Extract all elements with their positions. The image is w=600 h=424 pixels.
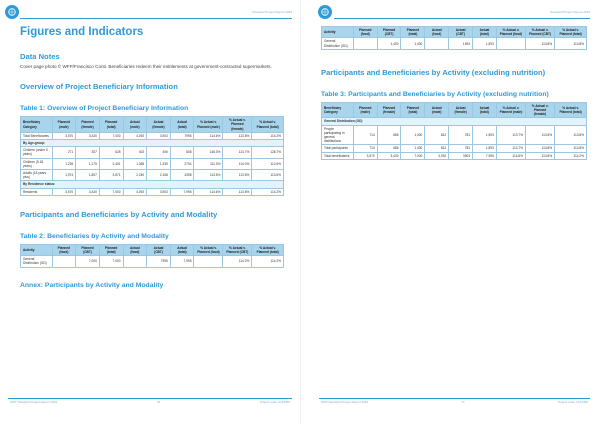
table-cell: 271 [52, 147, 76, 158]
table-cell: 7,000 [99, 132, 123, 139]
page-title: Figures and Indicators [20, 26, 144, 38]
table-cell: 1593 [449, 38, 473, 49]
table-cell: 114.2% [252, 132, 284, 139]
table-header: Planned (CBT) [377, 27, 401, 38]
table1-header: Actual (total) [170, 117, 194, 133]
footer-left-text: WFP Standard Project Report 2024 [321, 400, 369, 404]
table-row [21, 147, 284, 158]
table-cell: 112.6% [252, 158, 284, 169]
table-cell: 7995 [147, 256, 171, 267]
table1-header: Planned (total) [99, 117, 123, 133]
table-cell: 114.6% [496, 152, 525, 159]
table3-header-row [322, 102, 587, 118]
right-content [321, 26, 587, 160]
table-cell: 7,000 [99, 256, 123, 267]
table-row [322, 125, 587, 145]
table3-header: Beneficiary Category [322, 102, 354, 118]
table-cell: 3,430 [76, 132, 100, 139]
table-cell: 113.8% [223, 132, 252, 139]
table-cell: 3,430 [377, 152, 401, 159]
table-cell: Residents [21, 188, 53, 195]
table3-header: Planned (female) [377, 102, 401, 118]
table-cell: 1,593 [473, 38, 497, 49]
table-header: Activity [322, 27, 354, 38]
table-row [322, 152, 587, 159]
footer-left-text: WFP Standard Project Report 2024 [10, 400, 58, 404]
table-cell: 714 [353, 125, 377, 145]
table-cell: General Distribution (GD) [322, 38, 354, 49]
table-cell: 3,903 [147, 132, 171, 139]
table3-header: Planned (total) [401, 102, 425, 118]
table-cell [194, 256, 223, 267]
table1-header: Actual (male) [123, 117, 147, 133]
table-row [21, 256, 284, 267]
table-cell: 2,240 [123, 170, 147, 181]
table1-header: % Actual v. Planned (total) [252, 117, 284, 133]
table2-header: % Actual v. Planned (CBT) [223, 244, 252, 255]
table-cell [52, 256, 76, 267]
table-header: Planned (food) [353, 27, 377, 38]
table-cell: 7995 [170, 132, 194, 139]
table-cell: 1,226 [52, 158, 76, 169]
table3-title: Table 3: Participants and Beneficiaries by Activity (excluding nutrition) [321, 90, 549, 98]
table-row [21, 170, 284, 181]
table-cell: 357 [76, 147, 100, 158]
annex-heading: Annex: Participants by Activity and Modality [20, 281, 164, 289]
table-cell: 113.7% [496, 125, 525, 145]
footer-right-text: Project code: 0123456 [259, 400, 290, 404]
footer-rule [319, 398, 590, 399]
table-cell: 113.8% [526, 152, 555, 159]
table-cell: 1,339 [147, 158, 171, 169]
wfp-logo-icon [5, 5, 19, 19]
table-cell: 3,903 [147, 188, 171, 195]
table-cell [123, 256, 147, 267]
table-cell: 113.8% [223, 188, 252, 195]
table-cell: 4,092 [123, 132, 147, 139]
table-cell: 1,593 [473, 145, 497, 152]
table1-header: % Actual v. Planned (male) [194, 117, 223, 133]
running-header: Standard Project Report 2024 [550, 10, 590, 14]
table-cell: 3,430 [76, 188, 100, 195]
table-header: Actual (food) [425, 27, 449, 38]
table-header: % Actual v. Planned (CBT) [526, 27, 555, 38]
table2-header: % Actual v. Planned (total) [252, 244, 284, 255]
table-cell: 4,092 [425, 152, 449, 159]
table-cell: 2,401 [99, 158, 123, 169]
table-cell: 113.8% [555, 145, 587, 152]
table3-header: Actual (total) [473, 102, 497, 118]
table-cell: 1,400 [377, 38, 401, 49]
table1 [20, 116, 284, 196]
table-row [322, 38, 587, 49]
table-cell: Children (under 5 years) [21, 147, 53, 158]
table3-header: Actual (male) [425, 102, 449, 118]
age-group-label: By Age-group: [21, 140, 284, 147]
table-cell: 2,158 [147, 170, 171, 181]
table-cell: 111.3% [194, 158, 223, 169]
header-rule [20, 18, 292, 19]
table-group-row [322, 118, 587, 125]
table-header: % Actual v. Planned (food) [496, 27, 525, 38]
table-cell [353, 38, 377, 49]
table-cell: 3,871 [99, 170, 123, 181]
table-cell: Children (5-18 years) [21, 158, 53, 169]
table-cell: 114.2% [252, 188, 284, 195]
table2-title: Table 2: Beneficiaries by Activity and Modality [20, 232, 169, 240]
table3-header: % Actual v. Planned (total) [555, 102, 587, 118]
table-cell: 113.8% [555, 38, 587, 49]
residence-label: By Residence status: [21, 181, 284, 188]
table-cell: Adults (18 years plus) [21, 170, 53, 181]
table-cell [425, 38, 449, 49]
footer-right-text: Project code: 0123456 [557, 400, 588, 404]
table-header: % Actual v. Planned (total) [555, 27, 587, 38]
table-row [322, 145, 587, 152]
table3-header: % Actual v. Planned (female) [526, 102, 555, 118]
table-cell: 3,570 [52, 188, 76, 195]
table-cell: 4,092 [123, 188, 147, 195]
table-cell: 113.7% [496, 145, 525, 152]
table-cell: 7,000 [76, 256, 100, 267]
table-cell: 808 [170, 147, 194, 158]
table-group-row [21, 140, 284, 147]
gd-group-label: General Distribution (GD) [322, 118, 587, 125]
table-cell: 3903 [449, 152, 473, 159]
table-cell: 406 [147, 147, 171, 158]
table-cell: 113.8% [526, 125, 555, 145]
table-cell: 2704 [170, 158, 194, 169]
data-notes-text: Cover page photo © WFP/Francisco Conti. Beneficiaries redeem their entitlements at government-contracted supermarkets. [20, 64, 272, 69]
excl-nutrition-heading: Participants and Beneficiaries by Activity (excluding nutrition) [321, 67, 546, 77]
table-cell: 7,000 [99, 188, 123, 195]
table-cell: 1,897 [76, 170, 100, 181]
table-cell: 114.6% [194, 132, 223, 139]
wfp-logo-icon [318, 5, 332, 19]
table-cell: 113.6% [252, 170, 284, 181]
table-cell: 7,995 [170, 256, 194, 267]
table-cell: 1,400 [401, 145, 425, 152]
table-row [21, 158, 284, 169]
table2 [20, 244, 284, 268]
table-cell: 686 [377, 145, 401, 152]
table-header: Actual (CBT) [449, 27, 473, 38]
table-cell: 113.7% [223, 147, 252, 158]
table-cell: 1,593 [473, 125, 497, 145]
table-cell: 781 [449, 125, 473, 145]
table-cell: 114.2% [252, 256, 284, 267]
table2-header: % Actual v. Planned (food) [194, 244, 223, 255]
table-cell: 7,995 [170, 188, 194, 195]
table-cell: 7,995 [473, 152, 497, 159]
right-page [300, 0, 600, 424]
table3-header: % Actual v. Planned (male) [496, 102, 525, 118]
table-cell: 113.8% [526, 38, 555, 49]
table-cell: 113.5% [194, 170, 223, 181]
table2-header: Planned (food) [52, 244, 76, 255]
table2-header-row [21, 244, 284, 255]
table-cell: 7,000 [401, 152, 425, 159]
table-cell: 1,974 [52, 170, 76, 181]
header-rule [334, 18, 590, 19]
table-cell: 1,365 [123, 158, 147, 169]
table2-header: Planned (total) [99, 244, 123, 255]
table-cell: Total participants [322, 145, 354, 152]
table-cell: Total Beneficiaries [21, 132, 53, 139]
table1-header: Planned (female) [76, 117, 100, 133]
table-cell: 128.7% [252, 147, 284, 158]
table3-header: Actual (female) [449, 102, 473, 118]
table-cell: 402 [123, 147, 147, 158]
table3-header: Planned (male) [353, 102, 377, 118]
table-cell: 781 [449, 145, 473, 152]
footer [10, 400, 290, 404]
table-cell: General Distribution (GD) [21, 256, 53, 267]
table1-title: Table 1: Overview of Project Beneficiary Information [20, 105, 189, 113]
table-cell [496, 38, 525, 49]
table-cell: 1,400 [401, 125, 425, 145]
table-cell: 114.0% [223, 158, 252, 169]
table-row [21, 132, 284, 139]
table-group-row [21, 181, 284, 188]
table-cell: 114.2% [555, 152, 587, 159]
table1-header: Planned (male) [52, 117, 76, 133]
table-cell: Total beneficiaries [322, 152, 354, 159]
table-cell: 628 [99, 147, 123, 158]
table-cell: 714 [353, 145, 377, 152]
table-cell: People participating in general distributions [322, 125, 354, 145]
running-header: Standard Project Report 2024 [252, 10, 292, 14]
left-content [20, 26, 284, 289]
table-cell: 812 [425, 145, 449, 152]
table-cell: 4398 [170, 170, 194, 181]
overview-heading: Overview of Project Beneficiary Information [20, 82, 178, 92]
table-cell: 812 [425, 125, 449, 145]
table1-header: Actual (female) [147, 117, 171, 133]
table-cell: 113.8% [555, 125, 587, 145]
page-number: 16 [156, 400, 161, 404]
table3 [321, 102, 587, 160]
table2-continued [321, 26, 587, 50]
table2-header: Actual (food) [123, 244, 147, 255]
table-cell: 686 [377, 125, 401, 145]
table2-header: Activity [21, 244, 53, 255]
table1-header: % Actual v. Planned (female) [223, 117, 252, 133]
table-cell: 1,400 [401, 38, 425, 49]
activity-modality-heading: Participants and Beneficiaries by Activity and Modality [20, 209, 218, 219]
footer-rule [8, 398, 292, 399]
footer [321, 400, 588, 404]
table-cell: 148.3% [194, 147, 223, 158]
table1-header: Beneficiary Category [21, 117, 53, 133]
table-header: Planned (total) [401, 27, 425, 38]
table-header: Actual (total) [473, 27, 497, 38]
table-header-row [322, 27, 587, 38]
table-cell: 113.8% [526, 145, 555, 152]
table-row [21, 188, 284, 195]
page-number: 17 [461, 400, 465, 404]
data-notes-heading: Data Notes [20, 52, 60, 61]
table-cell: 3,570 [353, 152, 377, 159]
table2-header: Actual (CBT) [147, 244, 171, 255]
table-cell: 114.2% [223, 256, 252, 267]
table-cell: 113.8% [223, 170, 252, 181]
table-cell: 3,570 [52, 132, 76, 139]
table2-header: Planned (CBT) [76, 244, 100, 255]
table1-header-row [21, 117, 284, 133]
table2-header: Actual (total) [170, 244, 194, 255]
table-cell: 114.6% [194, 188, 223, 195]
table-cell: 1,175 [76, 158, 100, 169]
